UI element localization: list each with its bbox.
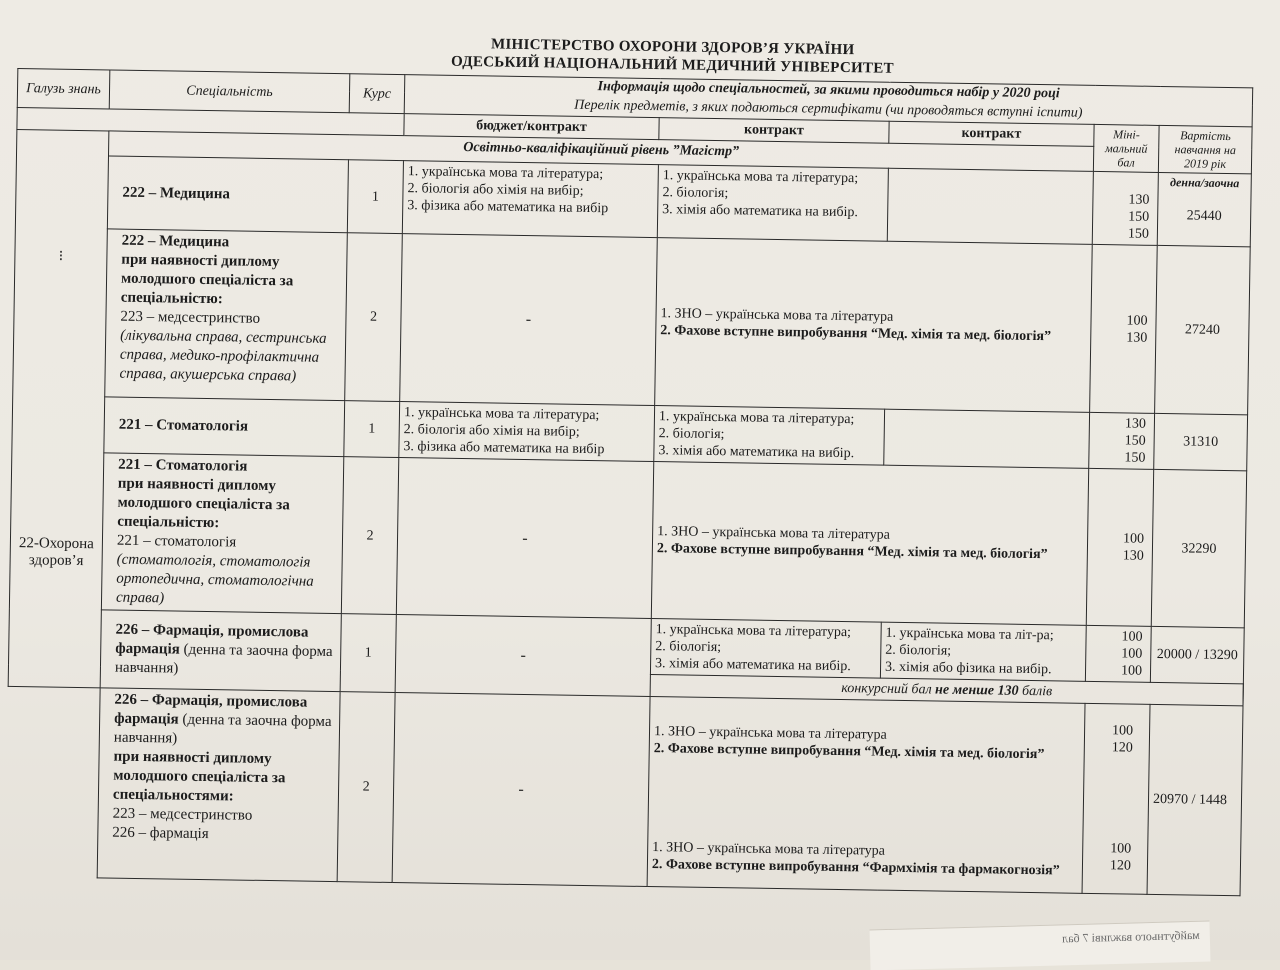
specialty-condition: при наявності диплому молодшого спеціаліста за спеціальністю: (117, 475, 339, 535)
list-item: 1. українська мова та література; (655, 621, 876, 641)
cost-value: 31310 (1154, 413, 1248, 470)
min-score: 150 (1097, 208, 1153, 226)
field-mark: ⁝ (19, 248, 102, 266)
level-title: Освітньо-кваліфікаційний рівень ”Магістр” (109, 131, 1094, 171)
list-item: 2. біологія; (885, 642, 1081, 662)
min-score: 100 (1087, 840, 1135, 858)
contract-subjects (657, 165, 888, 242)
col-budget-header: бюджет/контракт (404, 114, 659, 140)
list-item: 1. українська мова та літ-ра; (885, 625, 1081, 645)
budget-dash: - (400, 234, 658, 406)
min-score: 130 (1094, 415, 1150, 433)
table-row (13, 227, 1251, 414)
specialty-cell (100, 610, 341, 692)
col-contract2-header: контракт (889, 121, 1094, 146)
list-item: 1. ЗНО – українська мова та література (660, 305, 1086, 329)
list-item: 3. хімія або математика на вибір. (658, 442, 879, 462)
budget-dash: - (392, 693, 650, 887)
table-caption: Інформація щодо спеціальностей, за якими проводиться набір у 2020 році (405, 75, 1253, 106)
field-cell (8, 129, 109, 687)
list-item: 1. ЗНО – українська мова та література (652, 839, 1078, 863)
budget-dash: - (395, 615, 651, 697)
list-item: 1. ЗНО – українська мова та література (657, 523, 1083, 547)
list-item: 2. біологія; (662, 184, 883, 204)
list-item: 2. Фахове вступне випробування “Мед. хімія та мед. біологія” (654, 740, 1080, 764)
specialty-cell (97, 688, 340, 882)
list-item: 1. українська мова та література; (659, 408, 880, 428)
specialty-name: 221 – Стоматологія (119, 417, 248, 435)
course-cell: 2 (345, 233, 403, 402)
course-cell: 1 (340, 614, 396, 693)
specialty-form: (денна та заочна форма навчання) (115, 642, 333, 677)
underlying-page-text: майбутнього важливі 7 бал (870, 922, 1211, 958)
min-score: 120 (1087, 857, 1135, 875)
min-score: 130 (1095, 328, 1151, 346)
cost-value: 32290 (1151, 469, 1246, 627)
cost-value: 20970 / 1448 (1147, 704, 1243, 895)
list-item: 2. біологія або хімія на вибір; (404, 421, 650, 442)
contract2-subjects (880, 622, 1086, 681)
specialty-title-line (114, 691, 336, 751)
ministry-title: МІНІСТЕРСТВО ОХОРОНИ ЗДОРОВ’Я УКРАЇНИ (78, 29, 1268, 66)
specialty-cell (101, 453, 343, 614)
cost-value: 25440 (1162, 207, 1246, 225)
specialty-prior: 221 – стоматологія (117, 532, 338, 554)
course-cell: 2 (337, 692, 395, 883)
col-cost-header: Вартість навчання на 2019 рік (1158, 125, 1252, 173)
budget-subjects (399, 402, 655, 462)
course-cell: 1 (344, 401, 400, 458)
specialty-cell (104, 397, 345, 457)
col-min-header: Міні-мальний бал (1093, 124, 1159, 172)
specialty-name: 226 – Фармація, промислова фармація (114, 692, 307, 728)
list-item: 3. хімія або математика на вибір. (662, 201, 883, 221)
specialty-condition: при наявності диплому молодшого спеціаліста за спеціальністю: (121, 251, 343, 311)
col-field-header: Галузь знань (17, 69, 110, 109)
specialty-prior: 223 – медсестринство (120, 308, 341, 330)
table-row (9, 451, 1246, 627)
min-score-cell (1082, 703, 1150, 894)
contract-subjects (654, 406, 885, 466)
min-score-cell (1085, 625, 1151, 682)
min-score: 130 (1097, 191, 1153, 209)
budget-dash: - (396, 458, 653, 619)
min-score-cell (1090, 244, 1158, 413)
specialty-cell (105, 229, 348, 401)
contract-subjects (650, 619, 881, 679)
min-score: 130 (1092, 547, 1148, 565)
list-item: 2. біологія; (655, 638, 876, 658)
note-text: балів (1022, 684, 1052, 699)
min-score: 100 (1090, 662, 1146, 680)
list-item: 3. фізика або математика на вибір (407, 197, 653, 218)
contract2-empty (887, 168, 1093, 244)
budget-subjects (402, 161, 658, 238)
min-score: 150 (1097, 225, 1153, 243)
min-score-cell (1092, 171, 1158, 245)
note-emphasis: не менше 130 (935, 682, 1019, 698)
min-score: 100 (1092, 530, 1148, 548)
specialty-condition: при наявності диплому молодшого спеціаліста за спеціальностями: (113, 748, 335, 808)
min-score: 100 (1089, 722, 1137, 740)
list-item: 3. хімія або математика на вибір. (655, 655, 876, 675)
specialty-details: (лікувальна справа, сестринська справа, медико-профілактична справа, акушерська справа) (119, 327, 341, 387)
list-item: 2. Фахове вступне випробування “Мед. хімія та мед. біологія” (657, 540, 1083, 564)
contract-subjects (647, 697, 1085, 894)
course-cell: 1 (347, 160, 403, 234)
col-specialty-header: Спеціальність (109, 70, 350, 113)
col-course-header: Курс (349, 74, 405, 114)
list-item: 3. хімія або фізика на вибір. (885, 659, 1081, 679)
table-row (5, 686, 1243, 895)
list-item: 1. українська мова та література; (404, 404, 650, 425)
specialty-name: 222 – Медицина (122, 232, 343, 254)
contract-subjects (655, 238, 1093, 413)
min-score: 120 (1089, 739, 1137, 757)
min-score: 150 (1094, 432, 1150, 450)
contract2-empty (884, 409, 1090, 468)
min-score: 100 (1095, 311, 1151, 329)
contract-subjects (651, 462, 1088, 626)
min-score: 150 (1093, 449, 1149, 467)
specialty-prior: 223 – медсестринство (113, 805, 334, 827)
list-item: 2. біологія; (659, 425, 880, 445)
specialty-name: 226 – Фармація, промислова фармація (115, 622, 308, 658)
min-score-cell (1089, 412, 1155, 469)
admissions-table (5, 68, 1254, 896)
university-title: ОДЕСЬКИЙ НАЦІОНАЛЬНИЙ МЕДИЧНИЙ УНІВЕРСИТЕТ (77, 47, 1267, 84)
col-contract1-header: контракт (659, 118, 889, 144)
cost-cell (1157, 172, 1251, 246)
list-item: 1. ЗНО – українська мова та література (654, 723, 1080, 747)
list-item: 1. українська мова та література; (408, 163, 654, 184)
list-item: 1. українська мова та література; (663, 167, 884, 187)
min-score-cell (1086, 468, 1153, 626)
cost-value: 27240 (1155, 245, 1251, 414)
study-form: денна/заочна (1163, 175, 1247, 190)
note-text: конкурсний бал (841, 681, 932, 697)
specialty-name: 221 – Стоматологія (118, 456, 339, 478)
course-cell: 2 (341, 457, 398, 615)
min-score: 100 (1090, 628, 1146, 646)
list-item: 2. біологія або хімія на вибір; (407, 180, 653, 201)
specialty-cell (107, 156, 348, 233)
specialty-details: (стоматологія, стоматологія ортопедична, стоматологічна справа) (116, 551, 338, 611)
field-name: 22-Охорона здоров’я (15, 535, 99, 570)
list-item: 3. фізика або математика на вибір (403, 438, 649, 459)
specialty-prior: 226 – фармація (112, 824, 333, 846)
col-subjects-header: Перелік предметів, з яких подаються сертифікати (чи проводяться вступні іспити) (404, 92, 1252, 127)
list-item: 2. Фахове вступне випробування “Фармхімія та фармакогнозія” (652, 856, 1078, 880)
min-score: 100 (1090, 645, 1146, 663)
specialty-form: (денна та заочна форма навчання) (114, 712, 332, 747)
cost-value: 20000 / 13290 (1150, 626, 1244, 683)
document-sheet (5, 28, 1268, 897)
specialty-name: 222 – Медицина (122, 184, 230, 202)
list-item: 2. Фахове вступне випробування “Мед. хімія та мед. біологія” (660, 322, 1086, 346)
underlying-page (870, 921, 1211, 970)
